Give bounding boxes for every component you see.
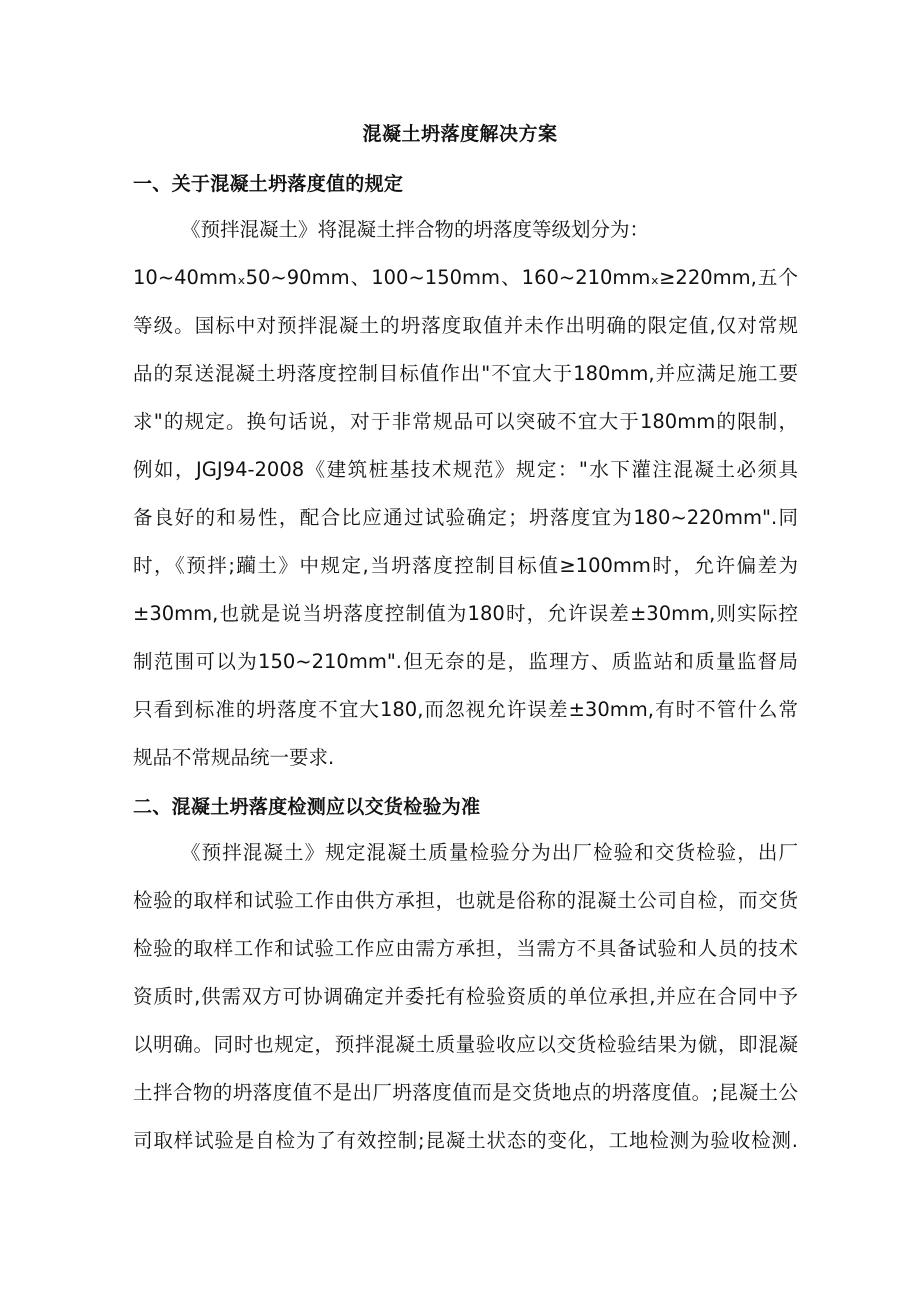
section-1-paragraph-line: 备良好的和易性，配合比应通过试验确定；坍落度宜为180~220mm".同 — [133, 506, 798, 529]
section-1-paragraph-line: 时，《预拌;躏土》中规定,当坍落度控制目标值≥100mm时，允许偏差为 — [133, 554, 798, 577]
section-2-paragraph-line: 《预拌混凝土》规定混凝土质量检验分为出厂检验和交货检验，出厂 — [181, 841, 798, 864]
section-1-paragraph-line: 品的泵送混凝土坍落度控制目标值作出"不宜大于180mm,并应满足施工要 — [133, 362, 798, 385]
section-1-heading: 一、关于混凝土坍落度值的规定 — [133, 173, 404, 195]
section-2-paragraph-line: 检验的取样工作和试验工作应由需方承担，当需方不具备试验和人员的技术 — [133, 937, 798, 960]
section-1-paragraph-line: 《预拌混凝土》将混凝土拌合物的坍落度等级划分为： — [181, 218, 650, 241]
section-1-paragraph-line: 规品不常规品统一要求. — [133, 746, 335, 769]
section-2-paragraph-line: 以明确。同时也规定，预拌混凝土质量验收应以交货检验结果为僦，即混凝 — [133, 1033, 798, 1056]
section-2-paragraph-line: 资质时,供需双方可协调确定并委托有检验资质的单位承担,并应在合同中予 — [133, 985, 798, 1008]
section-2-paragraph-line: 土拌合物的坍落度值不是出厂坍落度值而是交货地点的坍落度值。;昆凝土公 — [133, 1081, 798, 1104]
section-1-paragraph-line: 求"的规定。换句话说，对于非常规品可以突破不宜大于180mm的限制， — [133, 410, 798, 433]
document-title: 混凝土坍落度解决方案 — [362, 123, 558, 145]
section-2-paragraph-line: 司取样试验是自检为了有效控制;昆凝土状态的变化，工地检测为验收检测. — [133, 1129, 798, 1152]
section-1-paragraph-line: 只看到标准的坍落度不宜大180,而忽视允许误差±30mm,有时不管什么常 — [133, 698, 798, 721]
section-2-paragraph-line: 检验的取样和试验工作由供方承担，也就是俗称的混凝土公司自检，而交货 — [133, 889, 798, 912]
section-2-heading: 二、混凝土坍落度检测应以交货检验为准 — [133, 796, 481, 818]
section-1-paragraph-line: ±30mm,也就是说当坍落度控制值为180时，允许误差±30mm,则实际控 — [133, 602, 798, 625]
section-1-paragraph-line: 等级。国标中对预拌混凝土的坍落度取值并未作出明确的限定值,仅对常规 — [133, 314, 798, 337]
section-1-paragraph-line: 10~40mmₓ50~90mm、100~150mm、160~210mmₓ≥220mm,五个 — [133, 266, 798, 289]
section-1-paragraph-line: 制范围可以为150~210mm".但无奈的是，监理方、质监站和质量监督局 — [133, 650, 798, 673]
section-1-paragraph-line: 例如，JGJ94-2008《建筑桩基技术规范》规定："水下灌注混凝土必须具 — [133, 458, 798, 481]
